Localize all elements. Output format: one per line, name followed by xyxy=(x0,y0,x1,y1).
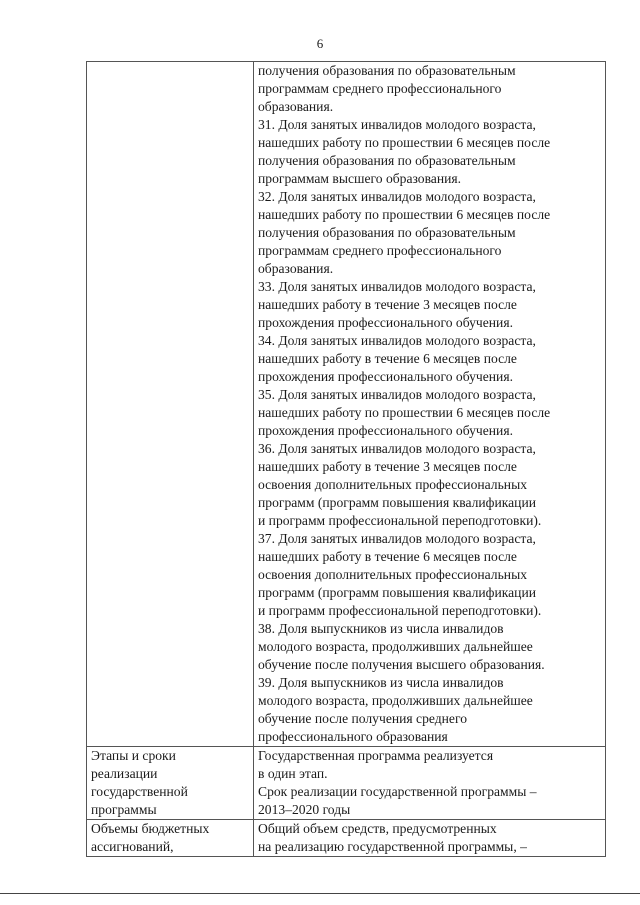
indicator-line: получения образования по образовательным xyxy=(258,225,516,240)
indicators-label-cell xyxy=(87,62,254,747)
indicator-line: нашедших работу в течение 6 месяцев после xyxy=(258,549,517,564)
indicator-line: 37. Доля занятых инвалидов молодого возраста, xyxy=(258,531,536,546)
indicator-line: 36. Доля занятых инвалидов молодого возраста, xyxy=(258,441,536,456)
indicator-line: нашедших работу по прошествии 6 месяцев после xyxy=(258,135,551,150)
indicator-line: 34. Доля занятых инвалидов молодого возраста, xyxy=(258,333,536,348)
indicator-line: нашедших работу в течение 3 месяцев после xyxy=(258,297,517,312)
table-row-indicators xyxy=(87,62,606,747)
indicator-line: 32. Доля занятых инвалидов молодого возраста, xyxy=(258,189,536,204)
indicator-line: нашедших работу по прошествии 6 месяцев после xyxy=(258,207,551,222)
stages-label-line: Этапы и сроки xyxy=(91,748,176,763)
indicator-line: программам среднего профессионального xyxy=(258,243,502,258)
budget-label-line: ассигнований, xyxy=(91,839,174,854)
indicator-line: программ (программ повышения квалификации xyxy=(258,495,537,510)
passport-table xyxy=(86,61,606,857)
indicator-line: 33. Доля занятых инвалидов молодого возраста, xyxy=(258,279,536,294)
indicator-line: нашедших работу в течение 3 месяцев после xyxy=(258,459,517,474)
bottom-rule xyxy=(0,893,640,894)
indicator-line: образования. xyxy=(258,99,334,114)
budget-label-cell xyxy=(87,820,254,857)
indicator-line: и программ профессиональной переподготовки). xyxy=(258,513,542,528)
indicator-line: нашедших работу в течение 6 месяцев после xyxy=(258,351,517,366)
indicator-line: освоения дополнительных профессиональных xyxy=(258,477,527,492)
indicator-line: программам среднего профессионального xyxy=(258,81,502,96)
indicators-value-cell xyxy=(254,62,606,747)
stages-value-line: в один этап. xyxy=(258,766,328,781)
stages-value-line: 2013–2020 годы xyxy=(258,802,351,817)
indicator-line: программам высшего образования. xyxy=(258,171,462,186)
budget-value-cell xyxy=(254,820,606,857)
indicator-line: прохождения профессионального обучения. xyxy=(258,369,513,384)
budget-value-line: Общий объем средств, предусмотренных xyxy=(258,821,497,836)
indicator-line: нашедших работу по прошествии 6 месяцев после xyxy=(258,405,551,420)
indicator-line: молодого возраста, продолживших дальнейшее xyxy=(258,693,533,708)
stages-value-cell xyxy=(254,747,606,820)
stages-label-line: программы xyxy=(91,802,157,817)
indicator-line: образования. xyxy=(258,261,334,276)
stages-label-cell xyxy=(87,747,254,820)
indicator-line: 31. Доля занятых инвалидов молодого возраста, xyxy=(258,117,536,132)
budget-value-line: на реализацию государственной программы, – xyxy=(258,839,527,854)
table-row-budget xyxy=(87,820,606,857)
indicator-line: обучение после получения высшего образования. xyxy=(258,657,545,672)
indicator-line: молодого возраста, продолживших дальнейшее xyxy=(258,639,533,654)
indicator-line: 38. Доля выпускников из числа инвалидов xyxy=(258,621,504,636)
indicator-line: освоения дополнительных профессиональных xyxy=(258,567,527,582)
indicator-line: программ (программ повышения квалификации xyxy=(258,585,537,600)
stages-label-line: реализации xyxy=(91,766,158,781)
stages-value-line: Срок реализации государственной программы – xyxy=(258,784,537,799)
table-row-stages xyxy=(87,747,606,820)
indicator-line: и программ профессиональной переподготовки). xyxy=(258,603,542,618)
stages-value-line: Государственная программа реализуется xyxy=(258,748,494,763)
indicator-line: получения образования по образовательным xyxy=(258,63,516,78)
indicator-line: 35. Доля занятых инвалидов молодого возраста, xyxy=(258,387,536,402)
budget-label-line: Объемы бюджетных xyxy=(91,821,210,836)
indicator-line: прохождения профессионального обучения. xyxy=(258,423,513,438)
indicator-line: профессионального образования xyxy=(258,729,448,744)
stages-label-line: государственной xyxy=(91,784,188,799)
page-number: 6 xyxy=(316,36,324,51)
indicator-line: прохождения профессионального обучения. xyxy=(258,315,513,330)
indicator-line: 39. Доля выпускников из числа инвалидов xyxy=(258,675,504,690)
indicator-line: обучение после получения среднего xyxy=(258,711,467,726)
indicator-line: получения образования по образовательным xyxy=(258,153,516,168)
